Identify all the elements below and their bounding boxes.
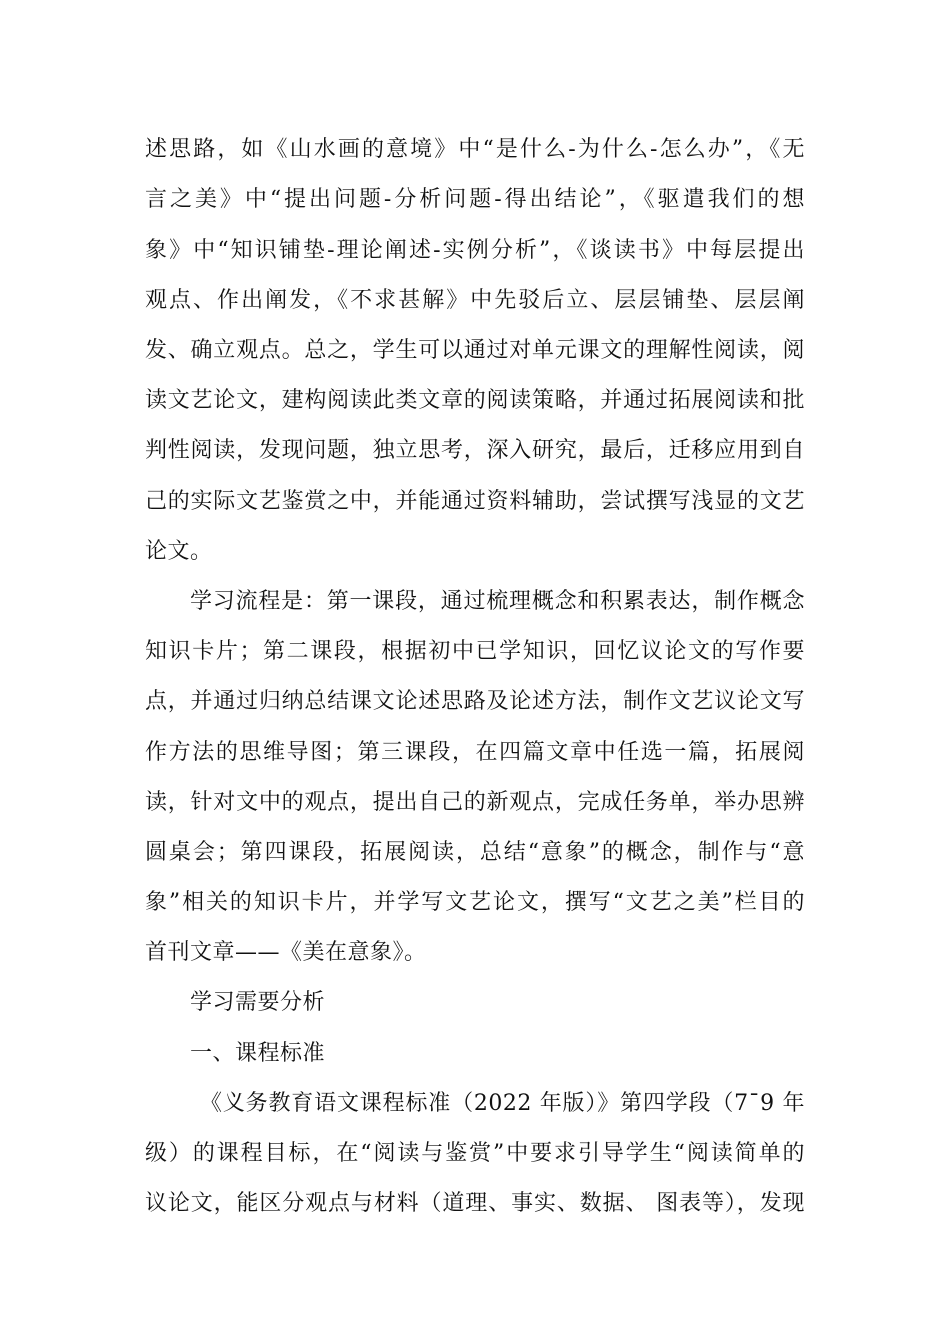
paragraph-line: 议论文，能区分观点与材料（道理、事实、数据、 图表等），发现 <box>145 1191 805 1216</box>
paragraph-line: 学习流程是：第一课段，通过梳理概念和积累表达，制作概念 <box>190 589 805 614</box>
paragraph-line: 象》中“知识铺垫-理论阐述-实例分析”，《谈读书》中每层提出 <box>145 238 805 263</box>
paragraph-line: 级）的课程目标，在“阅读与鉴赏”中要求引导学生“阅读简单的 <box>145 1141 805 1166</box>
paragraph-line: 论文。 <box>145 539 213 564</box>
paragraph-line: 己的实际文艺鉴赏之中，并能通过资料辅助，尝试撰写浅显的文艺 <box>145 489 805 514</box>
paragraph-line: 《义务教育语文课程标准（2022 年版）》第四学段（7¯9 年 <box>200 1091 805 1116</box>
paragraph-line: 点，并通过归纳总结课文论述思路及论述方法，制作文艺议论文写 <box>145 689 805 714</box>
paragraph-line: 观点、作出阐发，《不求甚解》中先驳后立、层层铺垫、层层阐 <box>145 288 805 313</box>
paragraph-line: 判性阅读，发现问题，独立思考，深入研究，最后，迁移应用到自 <box>145 438 805 463</box>
section-subheading: 一、课程标准 <box>190 1041 326 1066</box>
paragraph-line: 发、确立观点。总之，学生可以通过对单元课文的理解性阅读，阅 <box>145 338 805 363</box>
paragraph-line: 圆桌会；第四课段，拓展阅读，总结“意象”的概念，制作与“意 <box>145 840 805 865</box>
paragraph-line: 言之美》中“提出问题-分析问题-得出结论”，《驱遣我们的想 <box>145 187 805 212</box>
section-heading: 学习需要分析 <box>190 990 326 1015</box>
paragraph-line: 首刊文章——《美在意象》。 <box>145 940 427 965</box>
paragraph-line: 知识卡片；第二课段，根据初中已学知识，回忆议论文的写作要 <box>145 639 805 664</box>
paragraph-line: 读，针对文中的观点，提出自己的新观点，完成任务单，举办思辨 <box>145 790 805 815</box>
paragraph-line: 象”相关的知识卡片，并学写文艺论文，撰写“文艺之美”栏目的 <box>145 890 805 915</box>
paragraph-line: 作方法的思维导图；第三课段，在四篇文章中任选一篇，拓展阅 <box>145 740 805 765</box>
paragraph-line: 读文艺论文，建构阅读此类文章的阅读策略，并通过拓展阅读和批 <box>145 388 805 413</box>
paragraph-line: 述思路，如《山水画的意境》中“是什么-为什么-怎么办”，《无 <box>145 137 805 162</box>
